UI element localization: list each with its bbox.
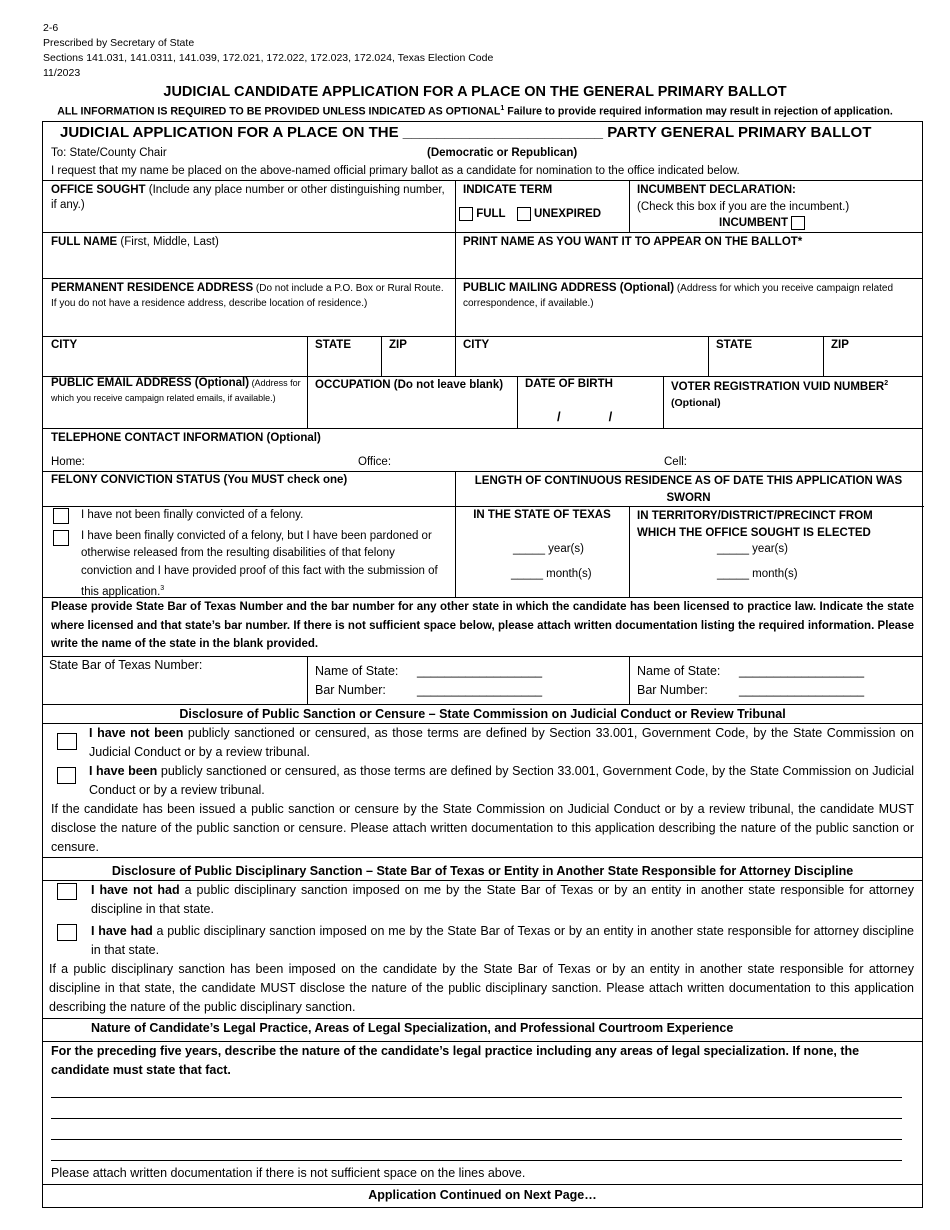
mailing-label: PUBLIC MAILING ADDRESS (Optional) [463,282,675,294]
unexpired-term-label: UNEXPIRED [534,208,602,221]
sanction-heading: Disclosure of Public Sanction or Censure – State Commission on Judicial Conduct or Review Tribunal [179,707,786,721]
residence-zip-field[interactable]: ZIP [389,339,407,351]
residence-length-label: LENGTH OF CONTINUOUS RESIDENCE AS OF DATE THIS APPLICATION WAS SWORN [474,475,903,504]
bar-number-1-label: Bar Number: [315,683,386,697]
felony-label: FELONY CONVICTION STATUS (You MUST check one) [51,474,348,486]
discipline-heading: Disclosure of Public Disciplinary Sanction – State Bar of Texas or Entity in Another State Responsible for Attorney Discipline [111,864,854,878]
office-phone-field[interactable]: Office: [358,456,392,468]
territory-years-field[interactable]: _____ year(s) [717,543,788,555]
full-name-label: FULL NAME [51,236,118,248]
texas-bar-number-field[interactable]: State Bar of Texas Number: [49,658,203,672]
email-label: PUBLIC EMAIL ADDRESS (Optional) [51,377,250,389]
heading-right: PARTY GENERAL PRIMARY BALLOT [607,124,872,141]
texas-residence-label: IN THE STATE OF TEXAS [473,509,611,521]
sanction-note: If the candidate has been issued a public sanction or censure by the State Commission on Judicial Conduct or by a review tribunal, the candidate MUST disclose the nature of the public sanction or censure. Please attach written documentation to this application describing the nature of the public sanction or censure. [51,802,914,854]
name-of-state-1-field[interactable]: __________________ [417,664,543,678]
name-of-state-2-field[interactable]: __________________ [739,664,865,678]
discipline-not-had-text: a public disciplinary sanction imposed on me by the State Bar of Texas or by an entity in another state responsible for attorney discipline in that state. [91,883,915,916]
dob-label: DATE OF BIRTH [525,378,613,390]
office-sought-label: OFFICE SOUGHT [51,184,146,196]
incumbent-checkbox[interactable] [791,216,805,230]
footnote-2-mark: 2 [884,380,889,387]
incumbent-box-label: INCUMBENT [719,217,788,230]
full-term-checkbox[interactable] [459,207,473,221]
incumbent-label: INCUMBENT DECLARATION: [637,184,796,196]
felony-not-convicted-checkbox[interactable] [53,508,69,524]
subtitle-main: ALL INFORMATION IS REQUIRED TO BE PROVIDED UNLESS INDICATED AS OPTIONAL [57,105,501,118]
discipline-had-bold: I have had [91,924,153,938]
vuid-label: VOTER REGISTRATION VUID NUMBER [671,380,885,393]
prescribed-by: Prescribed by Secretary of State [43,37,195,49]
to-chair: To: State/County Chair [51,147,167,159]
term-options [459,207,601,222]
territory-months-field[interactable]: _____ month(s) [717,568,798,580]
sanction-not-been-checkbox[interactable] [57,733,77,750]
footnote-1-mark: 1 [500,105,505,112]
ballot-name-field[interactable]: PRINT NAME AS YOU WANT IT TO APPEAR ON THE BALLOT* [463,236,803,248]
application-form [42,121,923,1208]
form-number: 2-6 [43,22,59,34]
discipline-had-label [91,922,914,960]
discipline-had-checkbox[interactable] [57,924,77,941]
unexpired-term-checkbox[interactable] [517,207,531,221]
occupation-field[interactable]: OCCUPATION (Do not leave blank) [315,379,504,391]
felony-pardoned-label [81,528,449,601]
name-of-state-1-label: Name of State: [315,664,399,678]
residence-state-field[interactable]: STATE [315,339,351,351]
vuid-field[interactable] [671,376,916,411]
sanction-been-bold: I have been [89,764,158,778]
email-field[interactable] [51,376,303,406]
residence-address-field[interactable] [51,281,449,311]
code-sections: Sections 141.031, 141.0311, 141.039, 172.021, 172.022, 172.023, 172.024, Texas Election Code [43,52,494,64]
sanction-not-been-label [89,724,914,762]
practice-line-4[interactable] [51,1160,902,1161]
telephone-label: TELEPHONE CONTACT INFORMATION (Optional) [51,432,321,444]
felony-pardoned-checkbox[interactable] [53,530,69,546]
home-phone-field[interactable]: Home: [51,456,85,468]
vuid-optional: (Optional) [671,396,721,409]
dob-slash-2: / [608,409,613,424]
texas-years-field[interactable]: _____ year(s) [513,543,584,555]
discipline-not-had-label [91,881,914,919]
practice-line-1[interactable] [51,1097,902,1098]
discipline-not-had-checkbox[interactable] [57,883,77,900]
residence-city-field[interactable]: CITY [51,339,78,351]
dob-field[interactable] [557,409,657,424]
subtitle-tail: Failure to provide required information may result in rejection of application. [504,105,893,118]
felony-pardoned-text: I have been finally convicted of a felony, but I have been pardoned or otherwise released from the resulting disabilities of that felony conviction and I have provided proof of this fact with the submission of this application. [81,530,438,598]
incumbent-option [719,216,805,231]
discipline-had-text: a public disciplinary sanction imposed on me by the State Bar of Texas or by an entity in another state responsible for attorney discipline in that state. [91,924,914,957]
sanction-not-been-bold: I have not been [89,726,184,740]
heading-left: JUDICIAL APPLICATION FOR A PLACE ON THE [60,124,399,141]
other-state-1 [315,662,542,700]
application-heading [60,123,871,143]
email-note: (Address for which you receive campaign related emails, if available.) [51,378,301,403]
full-name-note: (First, Middle, Last) [117,236,219,248]
territory-residence-label: IN TERRITORY/DISTRICT/PRECINCT FROM WHICH THE OFFICE SOUGHT IS ELECTED [637,510,873,539]
dob-slash-1: / [557,409,561,424]
practice-heading: Nature of Candidate’s Legal Practice, Areas of Legal Specialization, and Professional Courtroom Experience [91,1021,734,1035]
residence-note: (Do not include a P.O. Box or Rural Route. If you do not have a residence address, describe location of residence.) [51,283,444,309]
full-term-label: FULL [476,208,506,221]
form-title: JUDICIAL CANDIDATE APPLICATION FOR A PLACE ON THE GENERAL PRIMARY BALLOT [163,84,787,100]
bar-number-1-field[interactable]: __________________ [417,683,543,697]
full-name-field[interactable] [51,235,219,250]
cell-phone-field[interactable]: Cell: [664,456,688,468]
mailing-city-field[interactable]: CITY [463,339,490,351]
bar-instructions: Please provide State Bar of Texas Number and the bar number for any other state in which the candidate has been licensed to practice law. Indicate the state where licensed and that state’s bar number. If there is not sufficient space below, please attach written documentation listing the required information. Please write the name of the state in the blank provided. [51,601,914,651]
mailing-state-field[interactable]: STATE [716,339,752,351]
name-of-state-2-label: Name of State: [637,664,721,678]
sanction-been-checkbox[interactable] [57,767,76,784]
request-statement: I request that my name be placed on the above-named official primary ballot as a candidate for nomination to the office indicated below. [51,165,740,177]
sanction-not-been-text: publicly sanctioned or censured, as those terms are defined by Section 33.001, Government Code, by the State Commission on Judicial Conduct or by a review tribunal. [89,726,914,759]
sanction-been-text: publicly sanctioned or censured, as those terms are defined by Section 33.001, Government Code, by the State Commission on Judicial Conduct or by a review tribunal. [89,764,914,797]
continued-footer: Application Continued on Next Page… [368,1188,597,1202]
residence-label: PERMANENT RESIDENCE ADDRESS [51,282,254,294]
discipline-note: If a public disciplinary sanction has been imposed on the candidate by the State Bar of Texas or by an entity in another state responsible for attorney discipline in that state, the candidate MUST disclose the nature of the public disciplinary sanction. Please attach written documentation to this application describing the nature of the public disciplinary sanction. [49,962,914,1014]
sanction-been-label [89,762,914,800]
mailing-note: (Address for which you receive campaign related correspondence, if available.) [463,283,894,309]
bar-number-2-field[interactable]: __________________ [739,683,865,697]
form-subtitle [0,105,950,118]
revision-date: 11/2023 [43,67,81,79]
party-hint: (Democratic or Republican) [427,147,578,159]
other-state-2 [637,662,864,700]
mailing-zip-field[interactable]: ZIP [831,339,849,351]
discipline-not-had-bold: I have not had [91,883,180,897]
office-sought-note: (Include any place number or other distinguishing number, if any.) [51,184,445,211]
practice-line-3[interactable] [51,1139,902,1140]
term-label: INDICATE TERM [463,184,553,196]
bar-number-2-label: Bar Number: [637,683,708,697]
incumbent-note: (Check this box if you are the incumbent.) [637,201,850,213]
party-blank[interactable]: ________________________ [402,124,604,141]
texas-months-field[interactable]: _____ month(s) [511,568,592,580]
practice-line-2[interactable] [51,1118,902,1119]
practice-attach-note: Please attach written documentation if there is not sufficient space on the lines above. [51,1166,526,1180]
mailing-address-field[interactable] [463,281,915,311]
office-sought-field[interactable] [51,183,451,213]
footnote-3-mark: 3 [160,584,165,592]
felony-not-convicted-label: I have not been finally convicted of a felony. [81,509,304,521]
practice-prompt: For the preceding five years, describe the nature of the candidate’s legal practice including any areas of legal specialization. If none, the candidate must state that fact. [51,1044,860,1077]
